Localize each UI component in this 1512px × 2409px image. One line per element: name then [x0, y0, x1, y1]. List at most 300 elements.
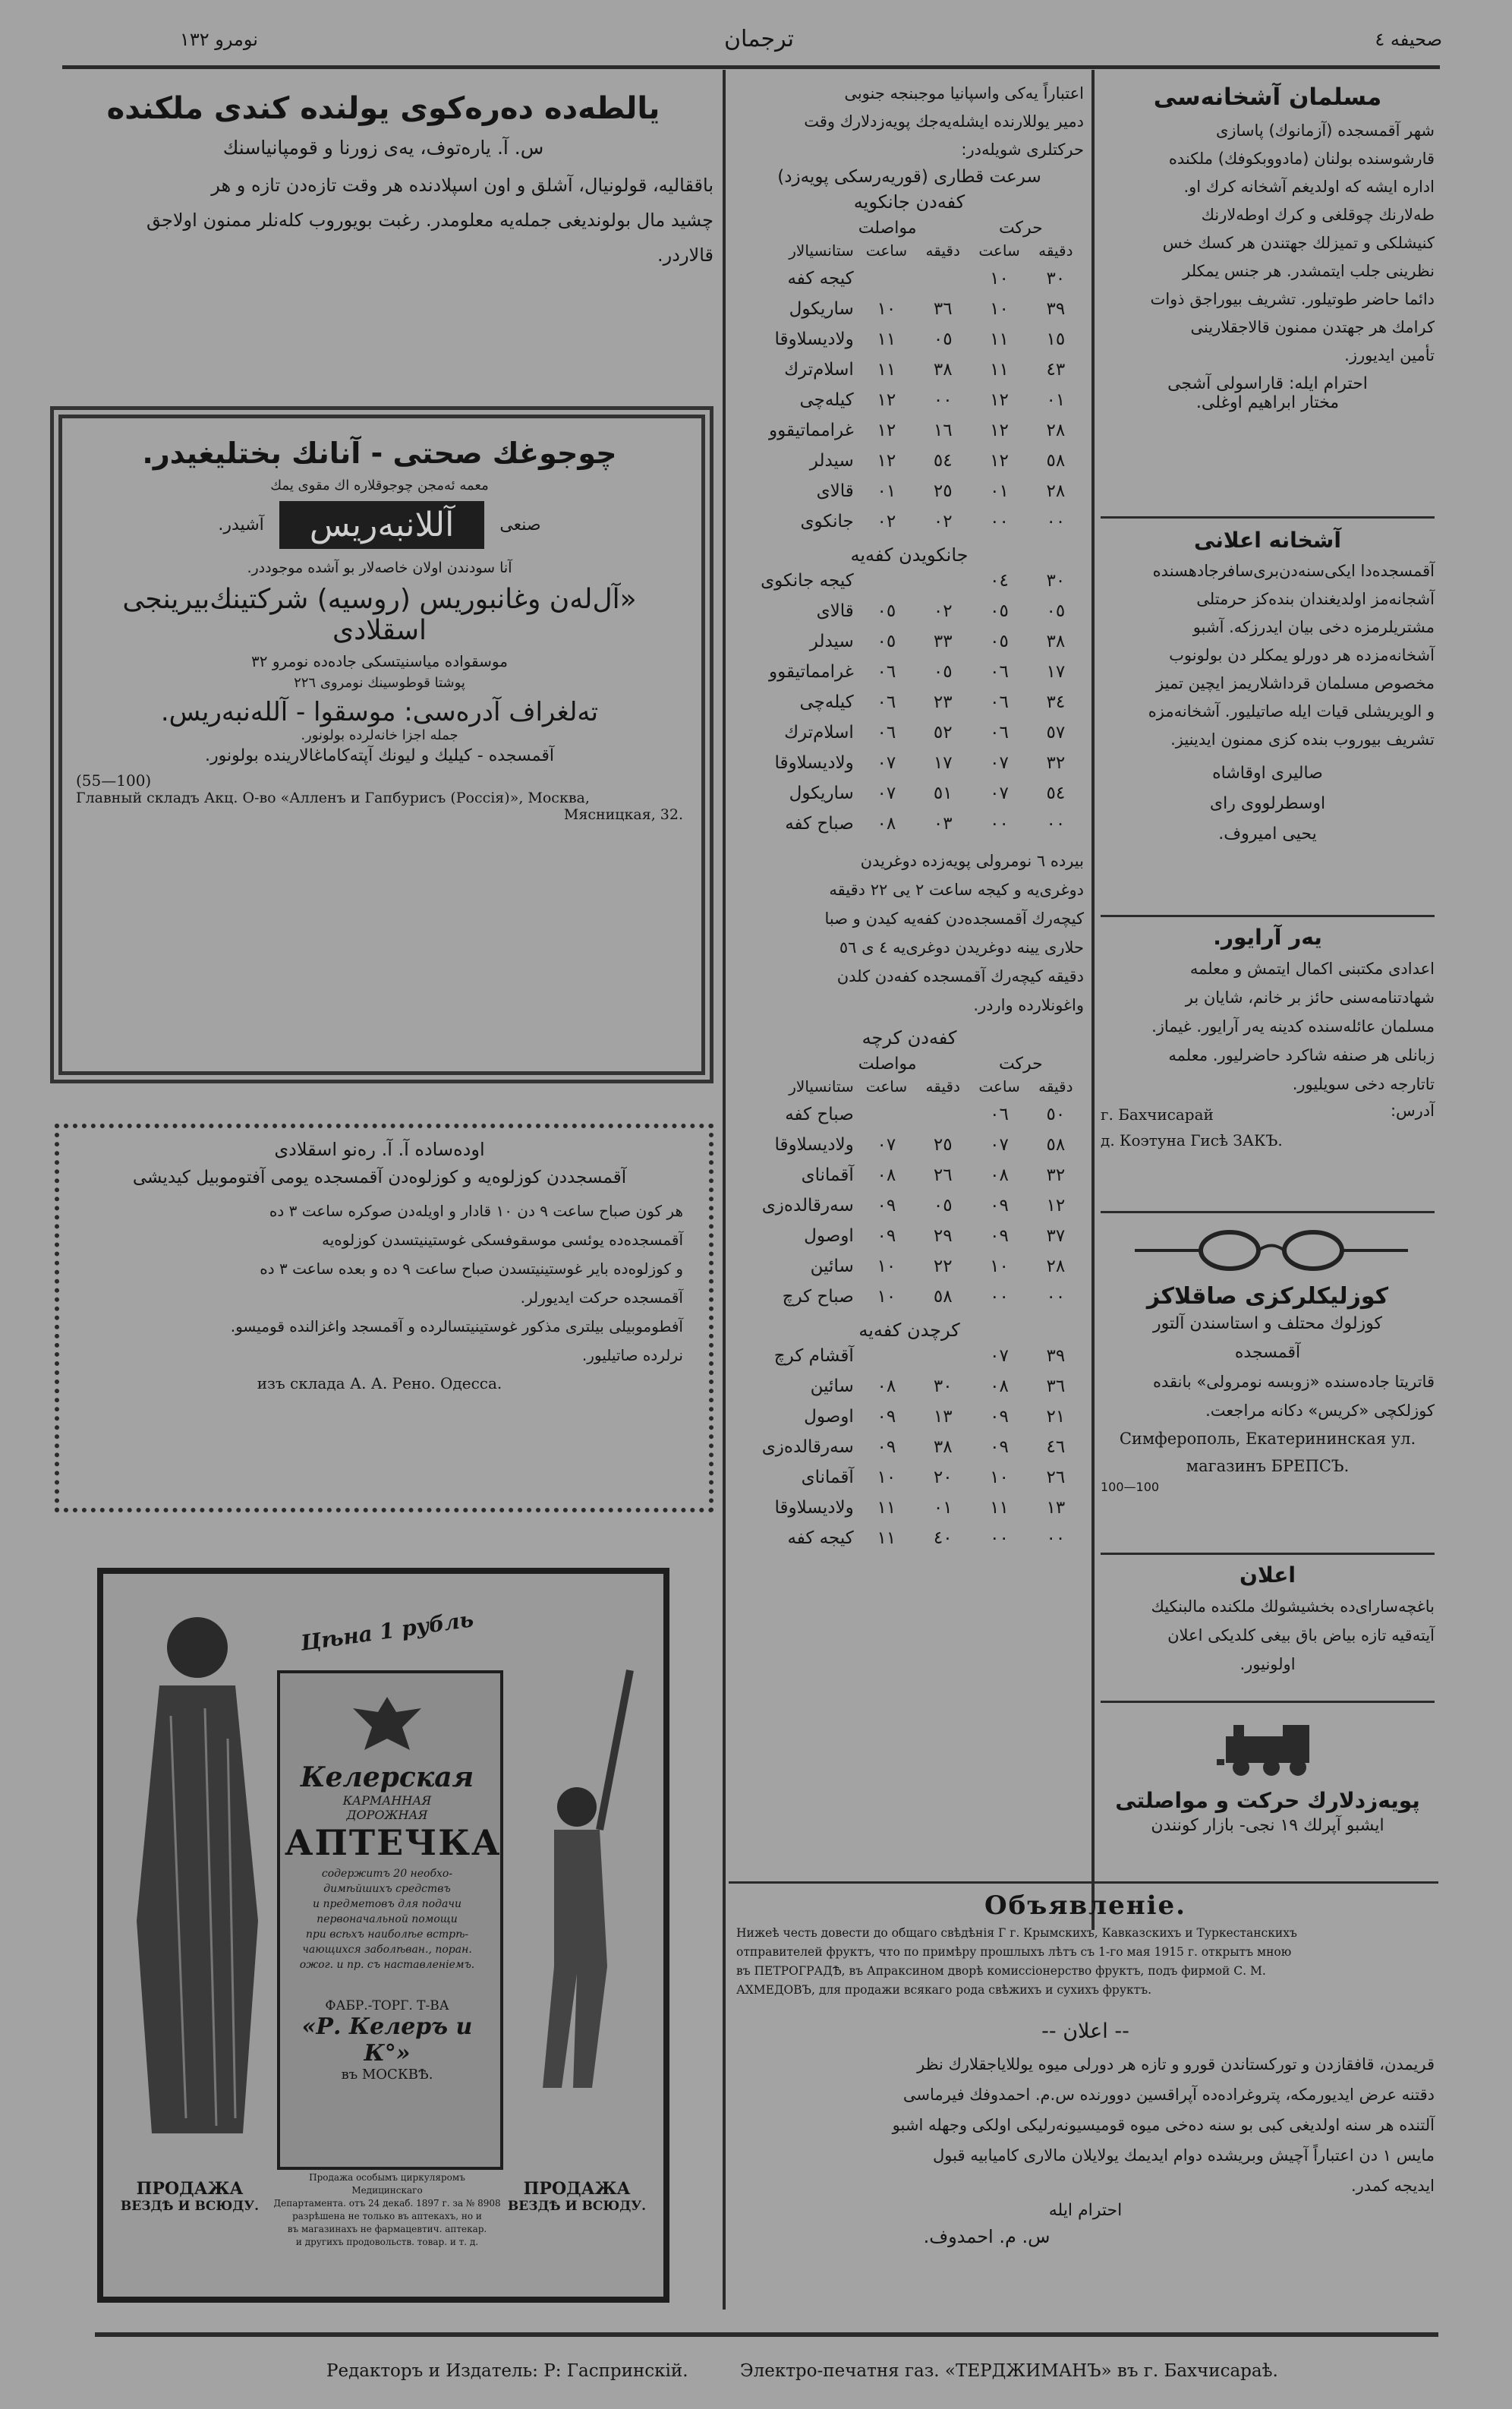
time-cell: ١٢: [877, 451, 896, 471]
time-cell: ٠٦: [877, 662, 896, 682]
paper-name: ترجمان: [724, 26, 794, 52]
ad-title: آقمسجددن کوزلوه‌یه و کوزلوه‌دن آقمسجده یومی آفتوموبیل کیدیشی: [132, 1168, 627, 1187]
kit-city: въ МОСКВѢ.: [341, 2067, 433, 2083]
time-cell: ٢٥: [933, 481, 953, 501]
time-cell: ٠٦: [877, 692, 896, 712]
divider: [1101, 1211, 1435, 1213]
time-cell: ٢٦: [933, 1165, 953, 1185]
time-cell: ١٠: [990, 299, 1009, 319]
ad-text: هر کون صباح ساعت ٩ دن ١٠ قادار و اویله‌دن صوکره ساعت ٣ ده آقمسجده‌ده یوئسی موسقوفسکی غوستینیتسدن کوزلوه‌یه و کوزلوه‌ده بایر غوستینیتسدن صباح ساعت ٩ ده و بعده ساعت ٣ ده آقمسجده حرکت ایدیورلر. آفطوموبیلی بیلتری مذکور غوستینیتسالرده و آقمسجد واغزالنده قومیسو. نرلرده صاتیلیور.: [230, 1202, 683, 1364]
table-group-headers: حرکت مواصلت: [858, 219, 1043, 238]
timetable-row: [735, 385, 1084, 415]
time-cell: ٠٨: [877, 1165, 896, 1185]
time-cell: ١١: [990, 360, 1009, 380]
ad-title: اعلان: [1240, 1562, 1296, 1588]
time-cell: ٣٣: [933, 632, 953, 651]
time-cell: ٠٥: [1046, 601, 1066, 621]
job-ad: [1101, 925, 1435, 1153]
time-cell: ٠٥: [990, 632, 1009, 651]
time-cell: ١٢: [990, 390, 1009, 410]
time-cell: ٢٨: [1046, 421, 1066, 440]
station-cell: اوصول: [804, 1407, 854, 1427]
brand-logo: آللانبه‌ریس: [279, 501, 485, 549]
canteen-title: مسلمان آشخانه‌سی: [1153, 84, 1382, 111]
station-cell: سه‌رقالده‌زی: [761, 1437, 854, 1457]
time-cell: ٠١: [933, 1498, 953, 1518]
time-cell: ٠٢: [877, 512, 896, 531]
time-cell: ٠٩: [990, 1407, 1009, 1427]
eagle-emblem-icon: [349, 1689, 425, 1758]
time-cell: [915, 263, 971, 294]
ad-text: آقمسجده‌دا ایکی‌سنه‌دن‌بری‌سافرجادهسنده آشجانه‌مز اولدیغندان بنده‌کز حرمتلی مشتریلرمزه دخی بیان ایدرزکه. آشبو آشخانه‌مزده هر دورلو یمکلر دن بولونوب مخصوص مسلمان قرداشلاریمز ایچین تمیز و الویریشلی قیات ایله صاتیلیور. آشخانه‌مزه تشریف بیوروب بنده کزی ممنون ایدینیز.: [1148, 562, 1435, 749]
time-cell: ٠٩: [990, 1196, 1009, 1216]
station-cell: صباح کفه: [785, 1105, 854, 1124]
ad-text: کوزلوك محتلف و استاسندن آلتور آقمسجده: [1152, 1314, 1383, 1362]
time-cell: ١٠: [877, 1468, 896, 1487]
station-cell: قالای: [816, 481, 854, 501]
time-cell: ٠٦: [990, 662, 1009, 682]
timetable-intro: اعتباراً یه‌کی واسپانیا موجبنجه جنوبی دمیر یوللارنده ایشله‌یه‌جك پویه‌زدلارك وقت حرکتلری شویله‌در:: [804, 84, 1084, 159]
time-cell: ٥٢: [933, 723, 953, 743]
time-cell: ٣٨: [933, 1437, 953, 1457]
time-cell: ٠٥: [933, 1196, 953, 1216]
time-cell: ٠٧: [877, 753, 896, 773]
table-title: کرچدن کفه‌یه: [858, 1320, 960, 1341]
timetable-row: [735, 566, 1084, 596]
middle-column: [735, 80, 1084, 1553]
timetable-row: [735, 809, 1084, 839]
time-cell: ١٠: [990, 1468, 1009, 1487]
time-cell: ٠٥: [933, 662, 953, 682]
time-cell: ١١: [990, 330, 1009, 349]
ad-subline: معمه ئه‌مجن چوجوقلاره اك مقوی یمك: [270, 478, 489, 493]
eyeglasses-icon: [1127, 1224, 1416, 1277]
time-cell: ١٢: [990, 421, 1009, 440]
station-cell: کیجه جانکوی: [761, 571, 854, 591]
hermes-figure-illustration: [486, 1640, 645, 2095]
time-cell: ٠١: [990, 481, 1009, 501]
time-cell: ٥٨: [1046, 451, 1066, 471]
time-cell: ١١: [877, 1528, 896, 1548]
ad-subtitle: ایشبو آپرلك ١٩ نجی- بازار کونندن: [1151, 1816, 1384, 1835]
time-cell: ٢٣: [933, 692, 953, 712]
divider: [1101, 1553, 1435, 1555]
timetable-row: [735, 1282, 1084, 1312]
time-cell: ١٧: [1046, 662, 1066, 682]
time-cell: ٠٠: [990, 814, 1009, 834]
timetable-row: [735, 1099, 1084, 1130]
station-cell: سیدلر: [809, 632, 854, 651]
table-title: کفه‌دن جانکویه: [853, 191, 965, 213]
address-block: [1101, 1102, 1435, 1153]
timetable-row: [735, 1130, 1084, 1160]
timetable-kefe-jankoy: دقیقه ساعت دقیقه ساعت ستانسیالار ٣٠ ١٠ کیجه کفه ٣٩ ١٠ ٣٦ ١٠ ساریکول ١٥ ١١ ٠٥ ١١ ولادیسلاوقا ٤٣ ١١ ٣٨ ١١ اسلام‌ترك ٠١ ١٢ ٠٠ ١٢ کیله‌چی ٢٨ ١٢ ١٦ ١٢ غرامماتیقوو ٥٨ ١٢ ٥٤ ١٢ سیدلر ٢٨ ٠١ ٢٥ ٠١ قالای ٠٠ ٠٠ ٠٢ ٠٢ جانکوی: [735, 238, 1084, 537]
time-cell: ٠٩: [990, 1226, 1009, 1246]
announcement-ru: [736, 1890, 1435, 2000]
table-title: کفه‌دن کرچه: [862, 1027, 957, 1048]
station-cell: آقمانای: [801, 1468, 854, 1487]
timetable-row: [735, 1432, 1084, 1462]
po-box: پوشتا قوطوسینك نومروی ٢٢٦: [294, 675, 465, 691]
time-cell: ١٢: [877, 421, 896, 440]
timetable-row: [735, 263, 1084, 294]
timetable-note: بیرده ٦ نومرولی پویه‌زده دوغریدن دوغری‌یه و کیجه ساعت ٢ یی ٢٢ دقیقه کیچه‌رك آقمسجده‌دن کفه‌یه کیدن و صبا حلاری یینه دوغریدن دوغری‌یه ٤ ی ٥٦ دقیقه کیچه‌رك آقمسجده کفه‌دن کلدن واغونلارده واردر.: [824, 852, 1084, 1014]
kit-manufacturer: «Р. Келеръ и К°»: [301, 2013, 473, 2067]
canteen-ad-2: [1101, 528, 1435, 850]
announcement-sign-2: س. م. احمدوف.: [923, 2226, 1051, 2247]
company-address: موسقواده میاسنیتسکی جاده‌ده نومرو ٣٢: [251, 652, 508, 670]
right-column: [1101, 84, 1435, 412]
grocery-ad: [53, 91, 713, 273]
time-cell: ٣٨: [1046, 632, 1066, 651]
station-cell: کیجه کفه: [787, 269, 854, 289]
ad-ref: (55—100): [76, 771, 152, 790]
time-cell: ١٣: [1046, 1498, 1066, 1518]
timetable-row: [735, 506, 1084, 537]
time-cell: ٠٩: [877, 1437, 896, 1457]
ad-line: آقمسجده - کیلیك و لیونك آپته‌کاماغالارینده بولونور.: [205, 746, 554, 765]
kit-fine-print: Продажа особымъ циркуляромъ Медицинскаго Департамента. отъ 24 декаб. 1897 г. за № 8908 разрѣшена не только въ аптекахъ, но и въ магазинахъ не фармацевтич. аптекар. и другихъ продовольств. товар. и т. д.: [273, 2172, 501, 2247]
announcement-ar-title: -- اعلان --: [1041, 2020, 1129, 2043]
ad-text: اعدادی مکتبنی اکمال ایتمش و معلمه شهادتنامه‌سنی حائز بر خانم، شایان بر مسلمان عائله‌سنده کدینه یه‌ر آرایور. غیماز. زبانلی هر صنفه شاکرد حاضرلیور. معلمه تاتارجه دخی سویلیور.: [1151, 960, 1435, 1093]
time-cell: ٠٦: [990, 692, 1009, 712]
kit-subtitle-1: КАРМАННАЯ: [342, 1793, 432, 1808]
ad-ru-address: Симферополь, Екатерининская ул. магазинъ БРЕПСЪ.: [1119, 1430, 1416, 1475]
divider: [729, 1881, 1438, 1884]
station-cell: اسلام‌ترك: [784, 723, 854, 743]
kit-title: АПТЕЧКА: [285, 1822, 502, 1863]
canteen-signature-2: مختار ابراهیم اوغلی.: [1195, 393, 1340, 412]
timetable-jankoy-kefe: [735, 566, 1084, 839]
brand-left-word: صنعی: [499, 516, 541, 534]
time-cell: ٥٧: [1046, 723, 1066, 743]
time-cell: ١١: [877, 360, 896, 380]
time-cell: ٣٩: [1046, 1346, 1066, 1366]
timetable-row: [735, 596, 1084, 626]
time-cell: ٣٠: [1046, 571, 1066, 591]
station-cell: سه‌رقالده‌زی: [761, 1196, 854, 1216]
station-cell: آقمانای: [801, 1165, 854, 1185]
timetable-row: [735, 778, 1084, 809]
time-cell: ٠٣: [933, 814, 953, 834]
timetable-row: [735, 626, 1084, 657]
time-cell: ٠١: [877, 481, 896, 501]
ad-signatures: صالیری اوقاشاه اوسطرلووی رای یحیی امیروف.: [1209, 764, 1326, 843]
time-cell: ٠٧: [990, 784, 1009, 803]
glasses-ad: [1101, 1283, 1435, 1494]
time-cell: [858, 1099, 915, 1130]
ad-title: یه‌ر آرایور.: [1213, 925, 1322, 950]
time-cell: ٥٤: [933, 451, 953, 471]
station-cell: جانکوی: [800, 512, 854, 531]
station-cell: ولادیسلاوقا: [774, 1498, 854, 1518]
time-cell: [858, 566, 915, 596]
brand-right-word: آشیدر.: [218, 516, 264, 534]
time-cell: ٢٦: [1046, 1468, 1066, 1487]
auto-bus-ad: [76, 1139, 683, 1392]
time-cell: ٠٨: [990, 1376, 1009, 1396]
time-cell: ٠٠: [990, 1528, 1009, 1548]
time-cell: ١٢: [877, 390, 896, 410]
timetable-row: [735, 324, 1084, 355]
ad-text-2: قاتریتا جاده‌سنده «زوبسه نومرولی» بانقده کوزلکچی «کریس» دکانه مراجعت.: [1153, 1373, 1435, 1420]
time-cell: ٢٨: [1046, 1257, 1066, 1276]
ad-title: آشخانه اعلانی: [1194, 528, 1341, 553]
timetable-row: [735, 748, 1084, 778]
time-cell: ٠٧: [990, 753, 1009, 773]
station-cell: آقشام کرچ: [773, 1346, 854, 1366]
canteen-text: شهر آقمسجده (آزمانوك) پاسازی قارشوسنده بولنان (مادووبکوفك) ملکنده اداره ایشه که اولدیغم آشخانه کرك او. طه‌لارنك چوقلغی و کرك اوطه‌لارنك کنیشلکی و تمیزلك جهتندن هر کسك خس نظرینی جلب ایتمشدر. هر جنس یمکلر دائما حاضر طوتیلور. تشریف بیوراجق ذوات کرامك هر جهتدن ممنون قالاجقلارینی تأمین ایدیورز.: [1150, 121, 1435, 364]
station-cell: سائین: [810, 1376, 854, 1396]
time-cell: ٠٥: [990, 601, 1009, 621]
time-cell: ٠٨: [877, 1376, 896, 1396]
station-cell: اوصول: [804, 1226, 854, 1246]
address-label: آدرس:: [1390, 1102, 1435, 1120]
timetable-row: [735, 355, 1084, 385]
time-cell: ٠١: [1046, 390, 1066, 410]
time-cell: ٣٠: [1046, 269, 1066, 289]
page-number: صحيفه ٤: [1375, 29, 1442, 50]
time-cell: ٠٠: [1046, 1287, 1066, 1307]
time-cell: ٠٥: [877, 632, 896, 651]
time-cell: ٢٨: [1046, 481, 1066, 501]
time-cell: ٤٦: [1046, 1437, 1066, 1457]
notice-ad: [1101, 1562, 1435, 1679]
time-cell: ٣٢: [1046, 753, 1066, 773]
timetable-row: [735, 415, 1084, 446]
kit-manufacturer-prefix: ФАБР.-ТОРГ. Т-ВА: [325, 1998, 449, 2013]
time-cell: ١٠: [877, 299, 896, 319]
time-cell: ٥٤: [1046, 784, 1066, 803]
ad-text: باغچه‌سارای‌ده بخشیشولك ملکنده مالبنکیك آیته‌قیه تازه بیاض باق بیغی کلدیکی اعلان اولونیور.: [1151, 1597, 1435, 1673]
station-cell: غرامماتیقوو: [769, 662, 854, 682]
time-cell: ٠٠: [990, 512, 1009, 531]
time-cell: ٠٧: [877, 784, 896, 803]
time-cell: ٠٧: [877, 1135, 896, 1155]
time-cell: ٠٩: [877, 1226, 896, 1246]
time-cell: [915, 1099, 971, 1130]
timetable-row: [735, 1251, 1084, 1282]
time-cell: ٠٥: [933, 330, 953, 349]
timetable-row: [735, 1523, 1084, 1553]
timetable-row: [735, 717, 1084, 748]
time-cell: ٠٠: [1046, 512, 1066, 531]
announcement-title: Объявленіе.: [984, 1890, 1186, 1921]
station-cell: ولادیسلاوقا: [774, 753, 854, 773]
footer-rule: [95, 2332, 1438, 2337]
station-cell: قالای: [816, 601, 854, 621]
station-cell: کیله‌چی: [799, 692, 854, 712]
brand-row: [76, 501, 683, 549]
timetable-row: [735, 657, 1084, 687]
time-cell: ١٠: [990, 1257, 1009, 1276]
train-schedule-ad: [1101, 1788, 1435, 1835]
time-cell: ٠٩: [990, 1437, 1009, 1457]
time-cell: ٢٢: [933, 1257, 953, 1276]
ad-headline: چوجوغك صحتی - آنانك بختلیغیدر.: [142, 437, 617, 470]
time-cell: ٠٦: [990, 1105, 1009, 1124]
time-cell: ١١: [990, 1498, 1009, 1518]
time-cell: ٤٣: [1046, 360, 1066, 380]
announcement-text: Нижеѣ честь довести до общаго свѣдѣнія Г г. Крымскихъ, Кавказскихъ и Туркестанскихъ отправителей фруктъ, что по примѣру прошлыхъ лѣтъ съ 1-го мая 1915 г. открытъ мною въ ПЕТРОГРАДѢ, въ Апраксином дворѣ комиссіонерство фруктъ, подъ фирмой С. М. АХМЕДОВЪ, для продажи всякаго рода свѣжихъ и сухихъ фруктъ.: [736, 1926, 1297, 1997]
time-cell: ٠٩: [877, 1196, 896, 1216]
station-cell: سیدلر: [809, 451, 854, 471]
station-cell: سائین: [810, 1257, 854, 1276]
time-cell: ٢٥: [933, 1135, 953, 1155]
issue-number: نومرو ١٣٢: [179, 29, 258, 50]
kit-brand: Келерская: [300, 1761, 474, 1793]
time-cell: ٠٧: [990, 1346, 1009, 1366]
kit-price: Цѣна 1 рубль: [299, 1607, 475, 1656]
address-text: г. Бахчисарай д. Коэтуна Гисѣ ЗАКЪ.: [1101, 1105, 1283, 1149]
timetable-row: [735, 446, 1084, 476]
announcement-sign-1: احترام ایله: [1048, 2201, 1123, 2220]
express-heading: سرعت قطاری (قوریه‌رسکی پویه‌زد): [777, 167, 1041, 187]
classical-figure-illustration: [114, 1602, 281, 2149]
company-name-2: اسقلادی: [332, 615, 427, 646]
time-cell: ٢٠: [933, 1468, 953, 1487]
ad-ru-line: изъ склада А. А. Рено. Одесса.: [257, 1374, 502, 1392]
baby-food-ad: [76, 437, 683, 823]
timetable-kerch-kefe: [735, 1341, 1084, 1553]
time-cell: ٠٠: [933, 390, 953, 410]
time-cell: ٣٤: [1046, 692, 1066, 712]
time-cell: ٠٠: [1046, 814, 1066, 834]
timetable-row: [735, 1462, 1084, 1493]
station-cell: صباح کرچ: [782, 1287, 854, 1307]
station-cell: غرامماتیقوو: [769, 421, 854, 440]
time-cell: ٢١: [1046, 1407, 1066, 1427]
time-cell: ٠٠: [1046, 1528, 1066, 1548]
ad-title: یالطه‌ده ده‌ره‌کوی یولنده کندی ملکنده: [106, 91, 660, 126]
telegraph-address: تەلغراف آدرەسی: موسقوا - آللەنبەریس.: [160, 697, 599, 727]
ad-line: آنا سودندن اولان خاصه‌لار بو آشده موجوددر.: [247, 560, 512, 576]
time-cell: ٣٢: [1046, 1165, 1066, 1185]
station-cell: اسلام‌ترك: [784, 360, 854, 380]
time-cell: ٣٠: [933, 1376, 953, 1396]
timetable-row: [735, 1371, 1084, 1402]
time-cell: ١٢: [990, 451, 1009, 471]
time-cell: ١٧: [933, 753, 953, 773]
kit-sale-right: ПРОДАЖА ВЕЗДѢ И ВСЮДУ.: [507, 2179, 647, 2214]
announcement-ar: [736, 2020, 1435, 2247]
station-cell: ولادیسلاوقا: [774, 330, 854, 349]
time-cell: [915, 1341, 971, 1371]
time-cell: ٣٦: [1046, 1376, 1066, 1396]
time-cell: ٠٢: [933, 601, 953, 621]
time-cell: ٠٠: [990, 1287, 1009, 1307]
table-group-headers: حرکت مواصلت: [858, 1055, 1043, 1074]
station-cell: کیله‌چی: [799, 390, 854, 410]
time-cell: ١٠: [990, 269, 1009, 289]
time-cell: ٠٥: [877, 601, 896, 621]
time-cell: ٠٢: [933, 512, 953, 531]
ad-head: اوده‌ساده آ. آ. ره‌نو اسقلادی: [274, 1139, 485, 1160]
time-cell: ١٦: [933, 421, 953, 440]
station-cell: ولادیسلاوقا: [774, 1135, 854, 1155]
timetable-row: [735, 687, 1084, 717]
table-title: جانکویدن کفه‌یه: [850, 544, 969, 566]
timetable-row: [735, 1160, 1084, 1190]
kit-description: содержитъ 20 необхо- димѣйшихъ средствъ и предметовъ для подачи первоначальной помощи при всѣхъ наиболѣе встрѣ- чающихся заболѣван., поран. ожог. и пр. съ наставленіемъ.: [299, 1868, 475, 1971]
timetable-row: [735, 1493, 1084, 1523]
footer-editor: Редакторъ и Издатель: Р: Гаспринскій.: [326, 2361, 688, 2381]
ad-title: پویه‌زدلارك حرکت و مواصلتی: [1115, 1788, 1420, 1813]
time-cell: ٠٦: [877, 723, 896, 743]
kit-subtitle-2: ДОРОЖНАЯ: [346, 1808, 428, 1822]
station-cell: کیجه کفه: [787, 1528, 854, 1548]
ad-ref: 100—100: [1101, 1480, 1160, 1494]
time-cell: ١٠: [877, 1257, 896, 1276]
time-cell: ٠٩: [877, 1407, 896, 1427]
kit-sale-left: ПРОДАЖА ВЕЗДѢ И ВСЮДУ.: [120, 2179, 260, 2214]
time-cell: [858, 263, 915, 294]
time-cell: ٠٦: [990, 723, 1009, 743]
station-cell: ساریکول: [789, 784, 854, 803]
time-cell: ٢٩: [933, 1226, 953, 1246]
header-rule: [62, 65, 1440, 69]
timetable-row: [735, 1402, 1084, 1432]
time-cell: [858, 1341, 915, 1371]
time-cell: ٣٦: [933, 299, 953, 319]
time-cell: ١١: [877, 330, 896, 349]
time-cell: ٠٨: [990, 1165, 1009, 1185]
time-cell: ٠٧: [990, 1135, 1009, 1155]
timetable-row: [735, 1341, 1084, 1371]
time-cell: ١٠: [877, 1287, 896, 1307]
station-cell: صباح کفه: [785, 814, 854, 834]
time-cell: ١١: [877, 1498, 896, 1518]
divider: [1101, 1701, 1435, 1703]
time-cell: ٣٨: [933, 360, 953, 380]
ad-line: جمله اجزا خانه‌لرده بولونور.: [301, 727, 458, 743]
time-cell: ٥٨: [1046, 1135, 1066, 1155]
time-cell: ٥١: [933, 784, 953, 803]
company-name: «آل‌له‌ن وغانبوریس (روسیه) شرکتینك‌بیرینجی: [122, 584, 637, 615]
column-rule-left: [723, 70, 726, 2310]
time-cell: ٠٨: [877, 814, 896, 834]
timetable-row: [735, 294, 1084, 324]
ad-title: کوزلیکلرکزی صاقلاکز: [1146, 1283, 1389, 1310]
locomotive-icon: [1211, 1717, 1325, 1778]
time-cell: ٠٤: [990, 571, 1009, 591]
footer-printer: Электро-печатня газ. «ТЕРДЖИМАНЪ» въ г. Бахчисараѣ.: [740, 2361, 1278, 2381]
ad-ru-line: Главный складъ Акц. О-во «Алленъ и Гапбурисъ (Россія)», Москва,: [76, 790, 590, 806]
time-cell: ١٥: [1046, 330, 1066, 349]
time-cell: ٤٠: [933, 1528, 953, 1548]
station-cell: ساریکول: [789, 299, 854, 319]
divider: [1101, 915, 1435, 917]
timetable-row: [735, 1190, 1084, 1221]
time-cell: ٣٧: [1046, 1226, 1066, 1246]
time-cell: ٥٠: [1046, 1105, 1066, 1124]
timetable-kefe-kerch: دقیقه ساعت دقیقه ساعت ستانسیالار ٥٠ ٠٦ صباح کفه ٥٨ ٠٧ ٢٥ ٠٧ ولادیسلاوقا ٣٢ ٠٨ ٢٦ ٠٨ آقمانای ١٢ ٠٩ ٠٥ ٠٩ سه‌رقالده‌زی ٣٧ ٠٩ ٢٩ ٠٩ اوصول ٢٨ ١٠ ٢٢ ١٠ سائین ٠٠ ٠٠ ٥٨ ١٠ صباح کرچ: [735, 1074, 1084, 1312]
timetable-row: [735, 476, 1084, 506]
kit-label: [285, 1761, 502, 2083]
column-rule-right: [1091, 70, 1095, 1930]
divider: [1101, 516, 1435, 519]
time-cell: [915, 566, 971, 596]
canteen-signature-1: احترام ایله: قاراسولی آشجی: [1167, 374, 1368, 393]
ad-text: باققالیه، قولونیال، آشلق و اون اسپلادنده هر وقت تازه‌دن تازه و هر چشید مال بولوندیغی جمله‌یه معلومدر. رغبت بویوروب کله‌نلر ممنون اولاجق قالاردر.: [146, 175, 713, 266]
ad-ru-line: Мясницкая, 32.: [563, 806, 683, 823]
time-cell: ١٣: [933, 1407, 953, 1427]
timetable-row: [735, 1221, 1084, 1251]
time-cell: ١٢: [1046, 1196, 1066, 1216]
ad-subtitle: س. آ. یاره‌توف، یه‌ی زورنا و قومپانیاسنك: [222, 137, 544, 159]
time-cell: ٣٩: [1046, 299, 1066, 319]
announcement-ar-text: قریمدن، قافقازدن و تورکستاندن قورو و تازه هر دورلی میوه یوللایاجقلارك نظر دقتنه عرض ایدیورمکه، پتروغراده‌ده آپراقسین دوورنده س.م. احمدوفك فیرماسی آلتنده هر سنه اولدیغی کبی بو سنه ده‌خی میوه قومیسیونه‌رلیکی اولکی وجهله اشبو مایس ١ دن اعتباراً آچیش وبریشده دوام ایدیمك یولایلان مالاری کامیابیه قبول ایدیجه کمدر.: [892, 2055, 1435, 2195]
